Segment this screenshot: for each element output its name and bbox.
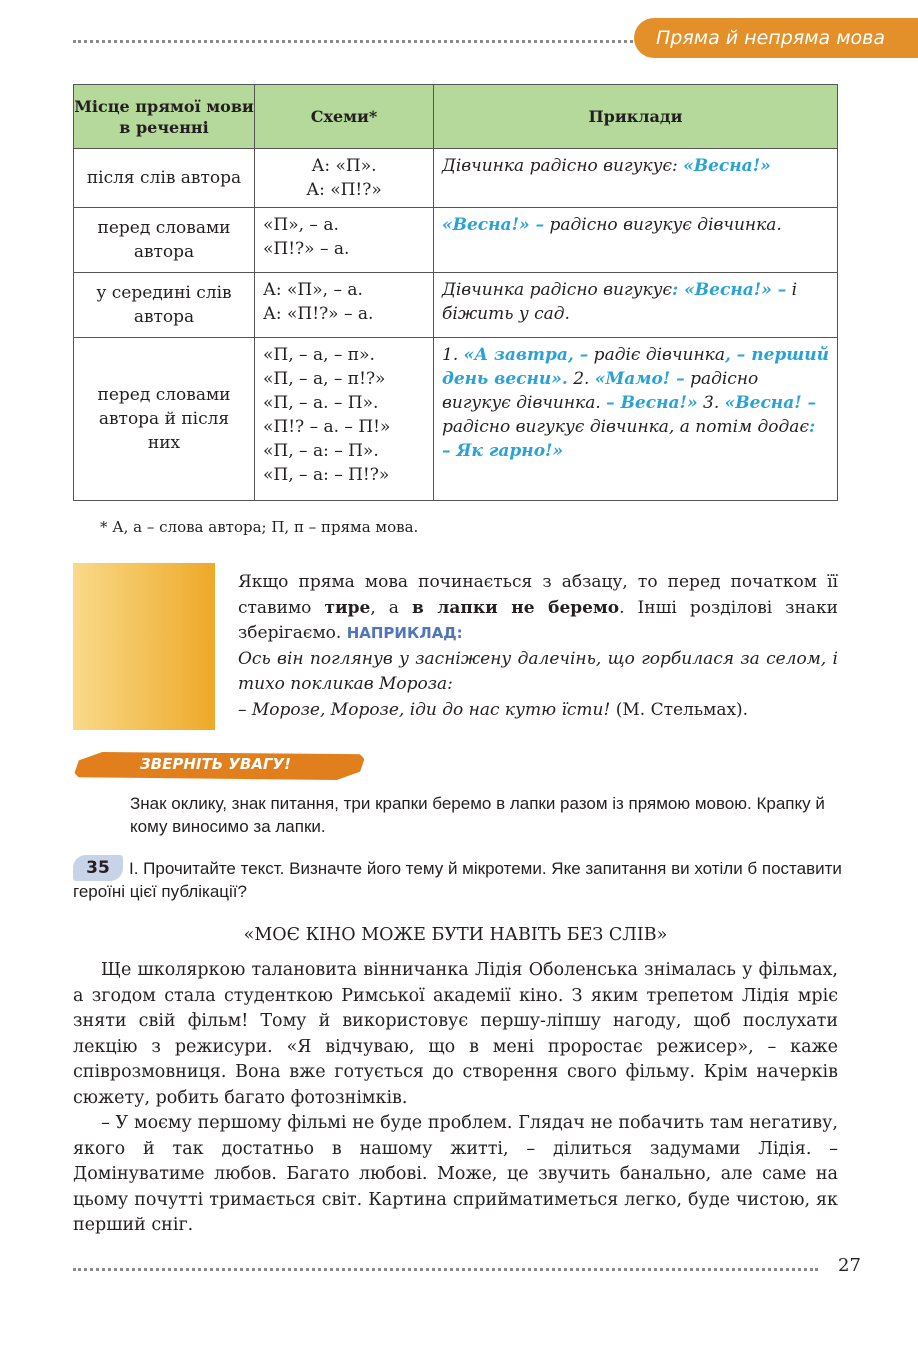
example-text: радісно вигукує дівчинка, а потім додає bbox=[442, 417, 809, 437]
scheme-line: «П, – а: – П!?» bbox=[263, 465, 390, 485]
direct-speech-table bbox=[73, 84, 838, 501]
scheme-cell bbox=[255, 338, 434, 501]
example-text: 3. bbox=[697, 393, 725, 413]
example-highlight: – Весна!» bbox=[606, 393, 698, 413]
task-number-badge: 35 bbox=[73, 855, 123, 881]
example-highlight: : «Весна!» – bbox=[671, 280, 787, 300]
section-tab bbox=[634, 18, 918, 58]
scheme-line: «П», – а. bbox=[263, 215, 339, 235]
example-text: Дівчинка радісно вигукує: bbox=[442, 156, 684, 176]
table-row bbox=[74, 149, 838, 208]
place-cell: перед словами автора bbox=[74, 208, 255, 273]
article-paragraph: – У моєму першому фільмі не буде проблем. Глядач не побачить там негативу, якого й так достатньо в нашому житті, – ділиться задумами Лідія. – Домінуватиме любов. Багато любові. Може, це звучить банально, але саме на цьому почутті тримається світ. Картина сприйматиметься легко, буде чистою, як перший сніг. bbox=[73, 1113, 838, 1235]
header-examples: Приклади bbox=[434, 85, 838, 149]
page-number: 27 bbox=[838, 1255, 861, 1276]
example-text: Дівчинка радісно вигукує bbox=[442, 280, 672, 300]
place-cell: після слів автора bbox=[74, 149, 255, 208]
rule-block bbox=[238, 570, 838, 723]
rule-bold: тире bbox=[324, 597, 371, 618]
scheme-line: «П, – а, – п». bbox=[263, 345, 375, 365]
scheme-line: «П!?» – а. bbox=[263, 239, 350, 259]
table-row bbox=[74, 273, 838, 338]
table-header-row bbox=[74, 85, 838, 149]
scheme-cell bbox=[255, 273, 434, 338]
example-highlight: : – Як гарно!» bbox=[442, 417, 816, 461]
rule-example-author: (М. Стельмах). bbox=[610, 699, 749, 720]
example-text: радісно вигукує дівчинка. bbox=[544, 215, 782, 235]
article-title: «МОЄ КІНО МОЖЕ БУТИ НАВІТЬ БЕЗ СЛІВ» bbox=[243, 925, 668, 945]
place-cell: перед словами автора й після них bbox=[74, 338, 255, 501]
attention-text: Знак оклику, знак питання, три крапки беремо в лапки разом із прямою мовою. Крапку й кому виносимо за лапки. bbox=[130, 794, 825, 836]
scheme-line: «П, – а: – П». bbox=[263, 441, 379, 461]
rule-bold: в лапки не беремо bbox=[412, 597, 620, 618]
example-text: радіє дівчинка bbox=[588, 345, 725, 365]
example-highlight: «Мамо! – bbox=[594, 369, 685, 389]
scheme-line: «П, – а, – п!?» bbox=[263, 369, 386, 389]
example-cell bbox=[434, 149, 838, 208]
example-text: 1. bbox=[442, 345, 464, 365]
bottom-dotted-rule bbox=[73, 1268, 818, 1278]
header-place: Місце прямої мови в реченні bbox=[74, 85, 255, 149]
example-highlight: «А завтра, – bbox=[463, 345, 589, 365]
table-row bbox=[74, 338, 838, 501]
article-paragraph: Ще школяркою талановита вінничанка Лідія Оболенська знімалась у фільмах, а згодом стала студенткою Римської академії кіно. З яким трепетом Лідія мріє зняти свій фільм! Тому й використовує першу-ліпшу нагоду, щоб послухати лекцію з режисури. «Я відчуваю, що в мені проростає режисер», – каже співрозмовниця. Вона вже готується до створення свого фільму. Крім начерків сюжету, робить багато фотознімків. bbox=[73, 960, 838, 1108]
example-highlight: «Весна!» – bbox=[442, 215, 545, 235]
rule-text: , а bbox=[370, 597, 412, 618]
rule-text: Якщо пряма мова починається з абзацу, то перед початком її ставимо bbox=[238, 572, 838, 618]
example-cell bbox=[434, 338, 838, 501]
example-text: і біжить у сад. bbox=[442, 280, 798, 324]
scheme-line: «П!? – а. – П!» bbox=[263, 417, 391, 437]
article-body bbox=[73, 958, 838, 1239]
rule-marker-box bbox=[73, 563, 215, 730]
scheme-cell bbox=[255, 208, 434, 273]
scheme-line: «П, – а. – П». bbox=[263, 393, 379, 413]
rule-example: – Морозе, Морозе, іди до нас кутю їсти! bbox=[238, 699, 611, 720]
table-footnote: * А, а – слова автора; П, п – пряма мова. bbox=[100, 518, 419, 536]
top-dotted-rule bbox=[73, 40, 638, 50]
header-schemes: Схеми* bbox=[255, 85, 434, 149]
example-highlight: «Весна! – bbox=[724, 393, 817, 413]
table-row bbox=[74, 208, 838, 273]
rule-text: . Інші розділові знаки зберігаємо. bbox=[238, 597, 838, 643]
example-highlight: «Весна!» bbox=[683, 156, 771, 176]
scheme-line: А: «П», – а. bbox=[263, 280, 363, 300]
place-cell: у середині слів автора bbox=[74, 273, 255, 338]
example-text: радісно вигукує дівчинка. bbox=[442, 369, 759, 413]
example-highlight: , – перший день весни». bbox=[442, 345, 829, 389]
task-text: І. Прочитайте текст. Визначте його тему й мікротеми. Яке запитання ви хотіли б поставити героїні цієї публікації? bbox=[73, 859, 842, 901]
scheme-line: А: «П!?» bbox=[306, 180, 382, 200]
example-text: 2. bbox=[567, 369, 595, 389]
scheme-cell bbox=[255, 149, 434, 208]
rule-example: Ось він поглянув у засніжену далечінь, що горбилася за селом, і тихо покликав Мороза: bbox=[238, 648, 838, 694]
scheme-line: А: «П!?» – а. bbox=[263, 304, 374, 324]
example-cell bbox=[434, 273, 838, 338]
scheme-line: А: «П». bbox=[311, 156, 377, 176]
example-cell bbox=[434, 208, 838, 273]
section-tab-title: Пряма й непряма мова bbox=[656, 27, 886, 49]
attention-label: ЗВЕРНІТЬ УВАГУ! bbox=[140, 755, 291, 773]
example-label: НАПРИКЛАД: bbox=[346, 624, 463, 642]
